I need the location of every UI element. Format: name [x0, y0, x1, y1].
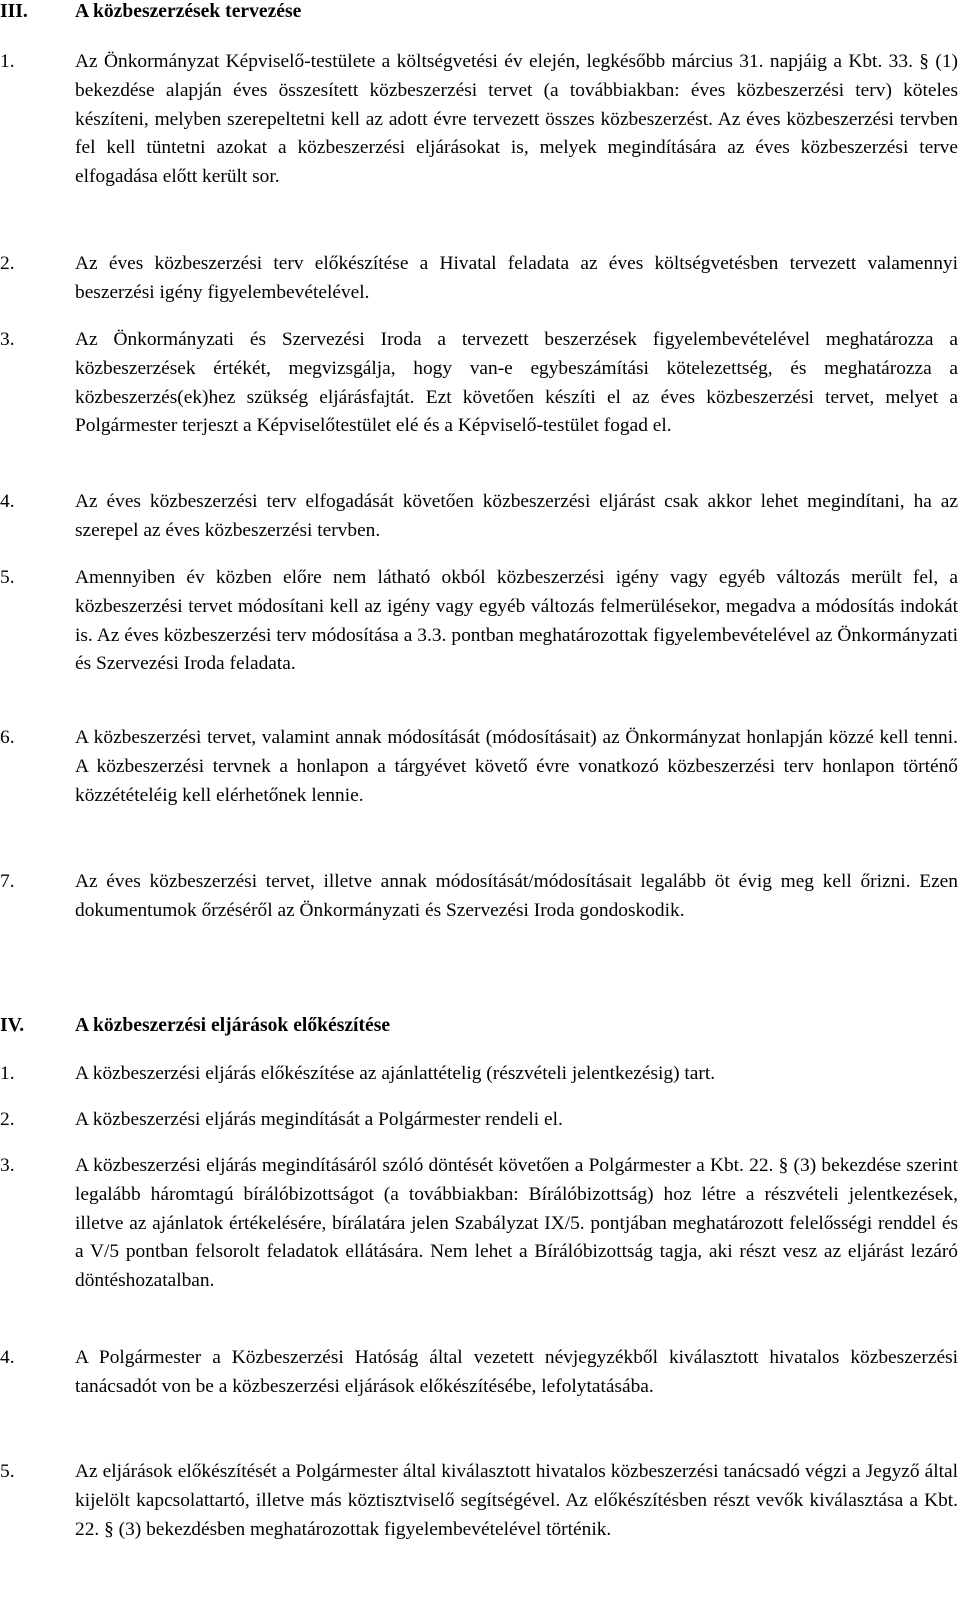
list-item-iii-3: [0, 326, 958, 441]
item-text: Az Önkormányzati és Szervezési Iroda a tervezett beszerzések figyelembevételével meghatározza a közbeszerzések értékét, megvizsgálja, hogy van-e egybeszámítási kötelezettség, és meghatározza a közbeszerzés(ek)hez szükség eljárásfajtát. Ezt követően készíti el az éves közbeszerzési tervet, melyet a Polgármester terjeszt a Képviselőtestület elé és a Képviselő-testület fogad el.: [75, 329, 958, 437]
section-title: A közbeszerzések tervezése: [75, 1, 302, 22]
item-text: A közbeszerzési tervet, valamint annak módosítását (módosításait) az Önkormányzat honlapján közzé kell tenni. A közbeszerzési tervnek a honlapon a tárgyévet követő évre vonatkozó közbeszerzési terv honlapon történő közzétételéig kell elérhetőnek lennie.: [75, 727, 958, 806]
item-text: Az Önkormányzat Képviselő-testülete a költségvetési év elején, legkésőbb március 31. napjáig a Kbt. 33. § (1) bekezdése alapján éves összesített közbeszerzési tervet (a továbbiakban: éves közbeszerzési terv) köteles készíteni, melyben szerepeltetni kell az adott évre tervezett összes közbeszerzést. Az éves közbeszerzési tervben fel kell tüntetni azokat a közbeszerzési eljárásokat is, melyek megindítására az éves közbeszerzési terve elfogadása előtt került sor.: [75, 51, 958, 188]
list-item-iii-5: [0, 564, 958, 679]
item-text: Amennyiben év közben előre nem látható okból közbeszerzési igény vagy egyéb változás merült fel, a közbeszerzési tervet módosítani kell az igény vagy egyéb változás felmerülésekor, megadva a módosítás indokát is. Az éves közbeszerzési terv módosítása a 3.3. pontban meghatározottak figyelembevételével az Önkormányzati és Szervezési Iroda feladata.: [75, 567, 958, 675]
list-item-iv-3: [0, 1152, 958, 1296]
list-item-iii-6: [0, 724, 958, 810]
item-number: 7.: [0, 871, 15, 892]
item-text: Az éves közbeszerzési tervet, illetve annak módosítását/módosításait legalább öt évig meg kell őrizni. Ezen dokumentumok őrzéséről az Önkormányzati és Szervezési Iroda gondoskodik.: [75, 871, 958, 921]
list-item-iii-7: [0, 868, 958, 926]
item-text: Az éves közbeszerzési terv előkészítése a Hivatal feladata az éves költségvetésben tervezett valamennyi beszerzési igény figyelembevételével.: [75, 253, 958, 303]
item-number: 1.: [0, 1063, 15, 1084]
item-text: A Polgármester a Közbeszerzési Hatóság által vezetett névjegyzékből kiválasztott hivatalos közbeszerzési tanácsadót von be a közbeszerzési eljárások előkészítésébe, lefolytatásába.: [75, 1347, 958, 1397]
item-number: 3.: [0, 329, 15, 350]
item-number: 5.: [0, 1461, 15, 1482]
list-item-iv-5: [0, 1458, 958, 1544]
item-text: A közbeszerzési eljárás előkészítése az ajánlattételig (részvételi jelentkezésig) tart.: [75, 1063, 716, 1084]
item-number: 2.: [0, 1109, 15, 1130]
list-item-iii-2: [0, 250, 958, 308]
item-number: 4.: [0, 491, 15, 512]
item-number: 5.: [0, 567, 15, 588]
list-item-iv-1: [0, 1060, 958, 1089]
item-text: A közbeszerzési eljárás megindítását a Polgármester rendeli el.: [75, 1109, 563, 1130]
item-text: Az eljárások előkészítését a Polgármester által kiválasztott hivatalos közbeszerzési tanácsadó végzi a Jegyző által kijelölt kapcsolattartó, illetve más köztisztviselő segítségével. Az előkészítésben részt vevők kiválasztása a Kbt. 22. § (3) bekezdésben meghatározottak figyelembevételével történik.: [75, 1461, 958, 1540]
item-number: 4.: [0, 1347, 15, 1368]
section-number: III.: [0, 1, 28, 22]
item-number: 6.: [0, 727, 15, 748]
list-item-iv-4: [0, 1344, 958, 1402]
item-text: A közbeszerzési eljárás megindításáról szóló döntését követően a Polgármester a Kbt. 22. § (3) bekezdése szerint legalább háromtagú bírálóbizottságot (a továbbiakban: Bírálóbizottság) hoz létre a részvételi jelentkezések, illetve az ajánlatok értékelésére, bírálatára jelen Szabályzat IX/5. pontjában meghatározott felelősségi renddel és a V/5 pontban felsorolt feladatok ellátására. Nem lehet a Bírálóbizottság tagja, aki részt vesz az eljárást lezáró döntéshozatalban.: [75, 1155, 958, 1292]
item-number: 2.: [0, 253, 15, 274]
list-item-iii-4: [0, 488, 958, 546]
section-number: IV.: [0, 1015, 25, 1036]
item-text: Az éves közbeszerzési terv elfogadását követően közbeszerzési eljárást csak akkor lehet megindítani, ha az szerepel az éves közbeszerzési tervben.: [75, 491, 958, 541]
item-number: 3.: [0, 1155, 15, 1176]
section-title: A közbeszerzési eljárások előkészítése: [75, 1015, 391, 1036]
item-number: 1.: [0, 51, 15, 72]
list-item-iv-2: [0, 1106, 958, 1135]
list-item-iii-1: [0, 48, 958, 192]
